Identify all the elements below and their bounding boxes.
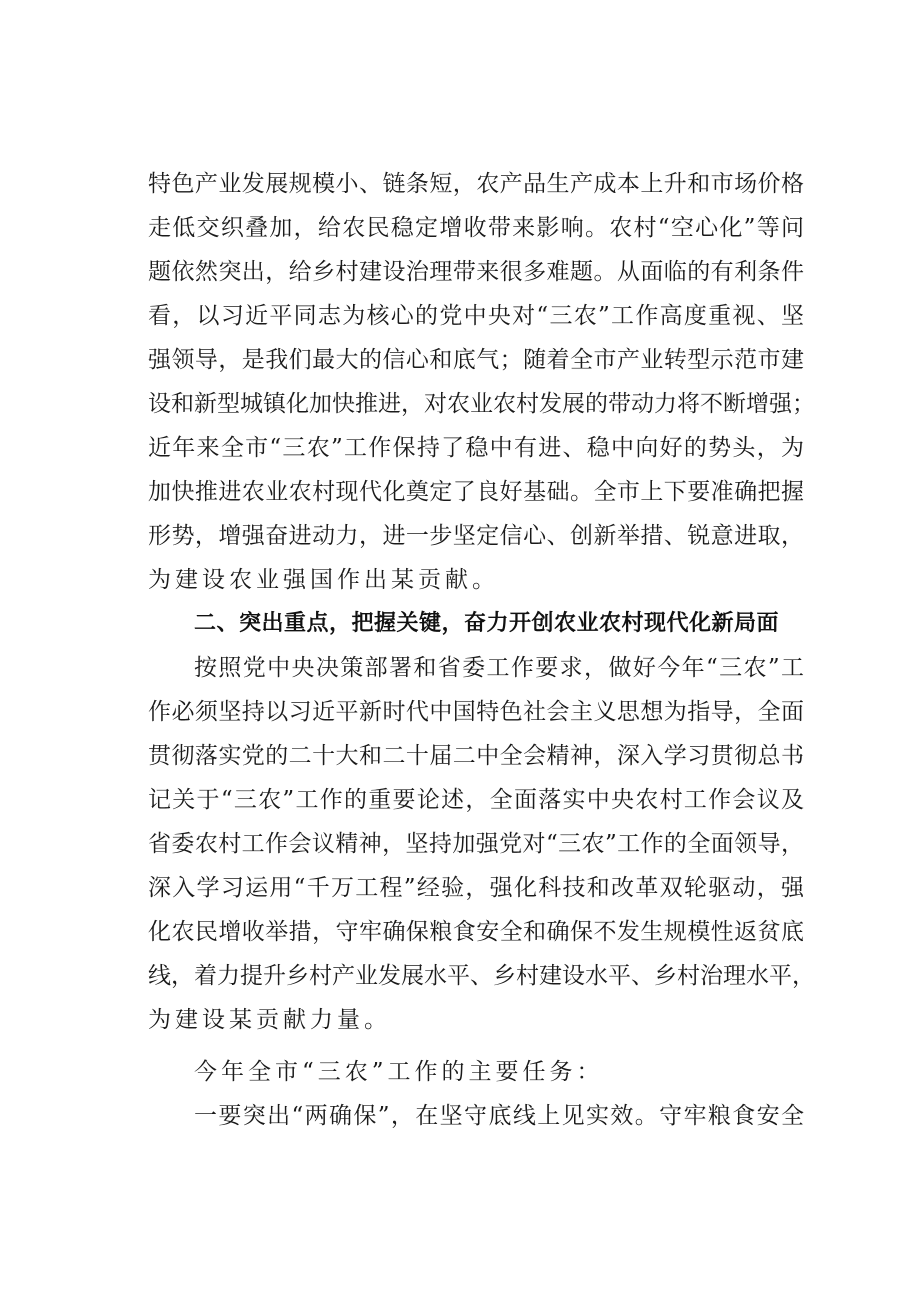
paragraph-gap: [148, 1042, 804, 1050]
text-line: 作必须坚持以习近平新时代中国特色社会主义思想为指导，全面: [148, 699, 804, 725]
text-line: 为建设农业强国作出某贡献。: [148, 567, 499, 593]
paragraph-1: [148, 162, 815, 602]
paragraph-2: [148, 646, 815, 1042]
text-line: 形势，增强奋进动力，进一步坚定信心、创新举措、锐意进取，: [148, 523, 804, 549]
text-line: 设和新型城镇化加快推进，对农业农村发展的带动力将不断增强；: [148, 391, 815, 417]
text-line: 按照党中央决策部署和省委工作要求，做好今年“三农”工: [194, 655, 804, 681]
text-line: 看，以习近平同志为核心的党中央对“三农”工作高度重视、坚: [148, 303, 804, 329]
document-body: [148, 162, 815, 1138]
text-line: 今年全市“三农”工作的主要任务：: [194, 1059, 604, 1085]
text-line: 走低交织叠加，给农民稳定增收带来影响。农村“空心化”等问: [148, 215, 804, 241]
text-line: 题依然突出，给乡村建设治理带来很多难题。从面临的有利条件: [148, 259, 804, 285]
paragraph-4: [148, 1094, 804, 1138]
text-line: 加快推进农业农村现代化奠定了良好基础。全市上下要准确把握: [148, 479, 804, 505]
text-line: 化农民增收举措，守牢确保粮食安全和确保不发生规模性返贫底: [148, 919, 804, 945]
text-line: 一要突出“两确保”，在坚守底线上见实效。守牢粮食安全: [194, 1103, 804, 1129]
section-heading: 二、突出重点，把握关键，奋力开创农业农村现代化新局面: [194, 611, 780, 636]
text-line: 特色产业发展规模小、链条短，农产品生产成本上升和市场价格: [148, 171, 804, 197]
text-line: 深入学习运用“千万工程”经验，强化科技和改革双轮驱动，强: [148, 875, 804, 901]
text-line: 近年来全市“三农”工作保持了稳中有进、稳中向好的势头，为: [148, 435, 804, 461]
text-line: 为建设某贡献力量。: [148, 1007, 391, 1033]
text-line: 强领导，是我们最大的信心和底气；随着全市产业转型示范市建: [148, 347, 804, 373]
text-line: 线，着力提升乡村产业发展水平、乡村建设水平、乡村治理水平，: [148, 963, 815, 989]
paragraph-3: [148, 1050, 804, 1094]
text-line: 省委农村工作会议精神，坚持加强党对“三农”工作的全面领导，: [148, 831, 804, 857]
text-line: 贯彻落实党的二十大和二十届二中全会精神，深入学习贯彻总书: [148, 743, 804, 769]
text-line: 记关于“三农”工作的重要论述，全面落实中央农村工作会议及: [148, 787, 804, 813]
